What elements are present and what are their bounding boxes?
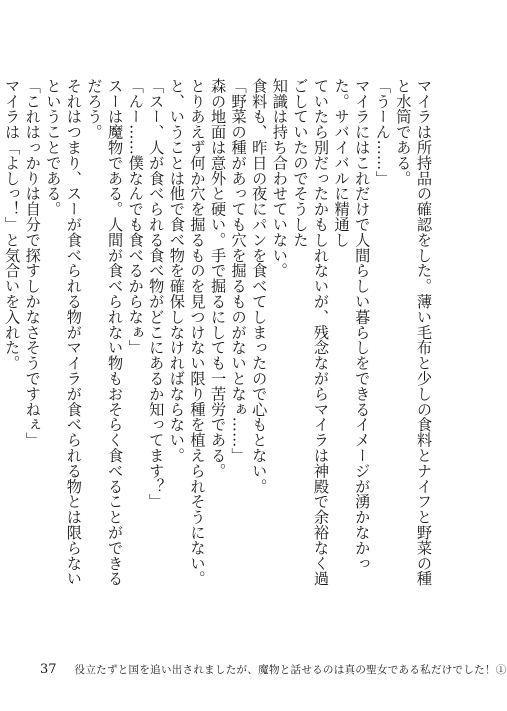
text-line: マイラは所持品の確認をした。薄い毛布と少しの食料とナイフと野菜の種と水筒である。	[394, 78, 433, 587]
text-line: 「野菜の種があっても穴を掘るものがないとなぁ……」	[229, 78, 248, 463]
text-line: 「んー……僕なんでも食べるからなぁ」	[126, 78, 145, 356]
text-line: と、いうことは他で食べ物を確保しなければならない。	[167, 78, 186, 463]
text-line: ていたら別だったかもしれないが、残念ながらマイラは神殿で余裕なく過ごしていたのでそうした	[291, 78, 331, 587]
text-line: スーは魔物である。人間が食べられない物もおそらく食べることができるだろう。	[85, 78, 125, 587]
text-line: 食料も、昨日の夜にパンを食べてしまったので心もとない。	[250, 78, 269, 494]
running-title: 役立たずと国を追い出されましたが、魔物と話せるのは真の聖女である私だけでした！①	[74, 664, 507, 676]
text-line: 「スー、人が食べられる食べ物がどこにあるか知ってます？」	[147, 78, 166, 510]
text-line: とりあえず何か穴を掘るものを見つけない限り種を植えられそうにない。	[188, 78, 207, 587]
text-line: マイラにはこれだけで人間らしい暮らしをできるイメージが湧かなかった。サバイバルに精通し	[332, 78, 372, 571]
text-line: 「うーん……」	[373, 78, 392, 186]
text-line: それはつまり、スーが食べられる物がマイラが食べられる物とは限らないということである。	[44, 78, 83, 587]
text-line: 森の地面は意外と硬い。手で掘るにしても一苦労である。	[209, 78, 228, 479]
page-footer	[40, 662, 507, 682]
body-text	[3, 78, 434, 600]
text-line: 「これはっかりは自分で探すしかなさそうですねぇ」	[23, 78, 42, 448]
text-line: マイラは「よしっ！」と気合いを入れた。	[3, 78, 22, 371]
text-line: 知識は持ち合わせていない。	[270, 78, 289, 279]
text-line	[0, 78, 2, 600]
page-number: 37	[40, 662, 57, 677]
